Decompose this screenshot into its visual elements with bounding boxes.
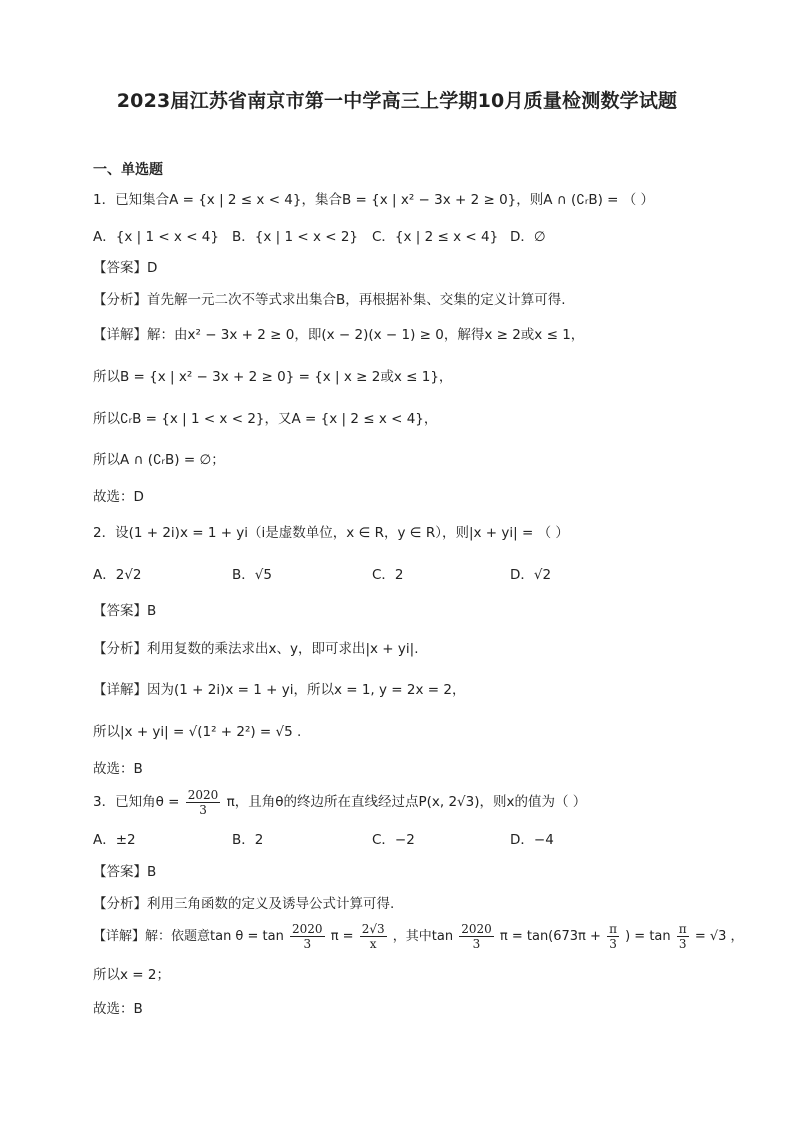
- q1-detail-line: 【详解】解：由x² − 3x + 2 ≥ 0，即(x − 2)(x − 1) ≥ 0，解得x ≥ 2或x ≤ 1，: [93, 327, 585, 343]
- q3-answer: 【答案】B: [93, 864, 157, 880]
- q1-option-c: C．{x | 2 ≤ x < 4}: [372, 229, 499, 245]
- q3-detail-text: = √3 ，: [694, 929, 744, 944]
- fraction-denominator: 3: [678, 937, 687, 951]
- fraction-denominator: 3: [472, 937, 481, 951]
- q2-answer: 【答案】B: [93, 603, 157, 619]
- fraction-numerator: 2020: [187, 787, 219, 802]
- q1-option-b: B．{x | 1 < x < 2}: [232, 229, 359, 245]
- q3-analysis: 【分析】利用三角函数的定义及诱导公式计算可得.: [93, 896, 395, 912]
- q3-option-b: B．2: [232, 832, 264, 848]
- q2-detail-line: 【详解】因为(1 + 2i)x = 1 + yi，所以x = 1, y = 2x = 2，: [93, 682, 466, 698]
- fraction: [677, 922, 689, 951]
- q1-option-a: A．{x | 1 < x < 4}: [93, 229, 219, 245]
- fraction-denominator: 3: [199, 802, 207, 817]
- q3-detail-text: π =: [330, 929, 354, 944]
- q3-detail-line: 所以x = 2；: [93, 967, 170, 983]
- fraction-denominator: 3: [303, 937, 312, 951]
- q2-detail-line: 所以|x + yi| = √(1² + 2²) = √5 .: [93, 724, 302, 740]
- fraction: [290, 922, 325, 951]
- fraction-numerator: π: [609, 922, 617, 936]
- q3-stem-text: π，且角θ的终边所在直线经过点P(x, 2√3)，则x的值为（ ）: [226, 794, 587, 810]
- q2-analysis: 【分析】利用复数的乘法求出x、y，即可求出|x + yi|.: [93, 641, 419, 657]
- q2-option-d: D．√2: [510, 567, 552, 583]
- fraction: [459, 922, 494, 951]
- fraction: [360, 922, 387, 951]
- q3-detail-text: 【详解】解：依题意tan θ = tan: [93, 929, 284, 944]
- fraction-numerator: 2020: [292, 922, 323, 936]
- fraction-denominator: x: [369, 937, 377, 951]
- q3-detail-text: π = tan(673π +: [499, 929, 601, 944]
- q3-detail-text: ，其中tan: [392, 929, 454, 944]
- question-1-stem: 1．已知集合A = {x | 2 ≤ x < 4}，集合B = {x | x² − 3x + 2 ≥ 0}，则A ∩ (∁ᵣB) = （ ）: [93, 192, 655, 208]
- question-3-stem: [93, 785, 586, 819]
- q1-analysis: 【分析】首先解一元二次不等式求出集合B，再根据补集、交集的定义计算可得.: [93, 292, 566, 308]
- q1-detail-line: 所以A ∩ (∁ᵣB) = ∅；: [93, 452, 225, 468]
- q3-option-c: C．−2: [372, 832, 415, 848]
- q2-option-b: B．√5: [232, 567, 272, 583]
- q1-option-d: D．∅: [510, 229, 546, 245]
- q3-detail-line: 故选：B: [93, 1001, 143, 1017]
- question-2-stem: 2．设(1 + 2i)x = 1 + yi（i是虚数单位，x ∈ R，y ∈ R），则|x + yi| = （ ）: [93, 525, 569, 541]
- q3-option-a: A．±2: [93, 832, 136, 848]
- q2-detail-line: 故选：B: [93, 761, 143, 777]
- section-heading: 一、单选题: [93, 162, 163, 178]
- q3-stem-text: 3．已知角θ =: [93, 794, 180, 810]
- q3-angle-fraction: [186, 788, 221, 817]
- q3-detail-line: [93, 920, 744, 954]
- q3-option-d: D．−4: [510, 832, 554, 848]
- fraction-denominator: 3: [609, 937, 617, 951]
- q2-option-c: C．2: [372, 567, 404, 583]
- fraction-numerator: 2020: [461, 922, 492, 936]
- q3-detail-text: ) = tan: [625, 929, 671, 944]
- q1-detail-line: 故选：D: [93, 489, 144, 505]
- q1-answer: 【答案】D: [93, 260, 158, 276]
- fraction-numerator: π: [678, 922, 687, 936]
- page-title: 2023届江苏省南京市第一中学高三上学期10月质量检测数学试题: [116, 90, 678, 112]
- fraction: [607, 922, 619, 951]
- fraction-numerator: 2√3: [361, 922, 385, 936]
- q1-detail-line: 所以∁ᵣB = {x | 1 < x < 2}，又A = {x | 2 ≤ x < 4}，: [93, 411, 438, 427]
- q2-option-a: A．2√2: [93, 567, 142, 583]
- q1-detail-line: 所以B = {x | x² − 3x + 2 ≥ 0} = {x | x ≥ 2或x ≤ 1}，: [93, 369, 453, 385]
